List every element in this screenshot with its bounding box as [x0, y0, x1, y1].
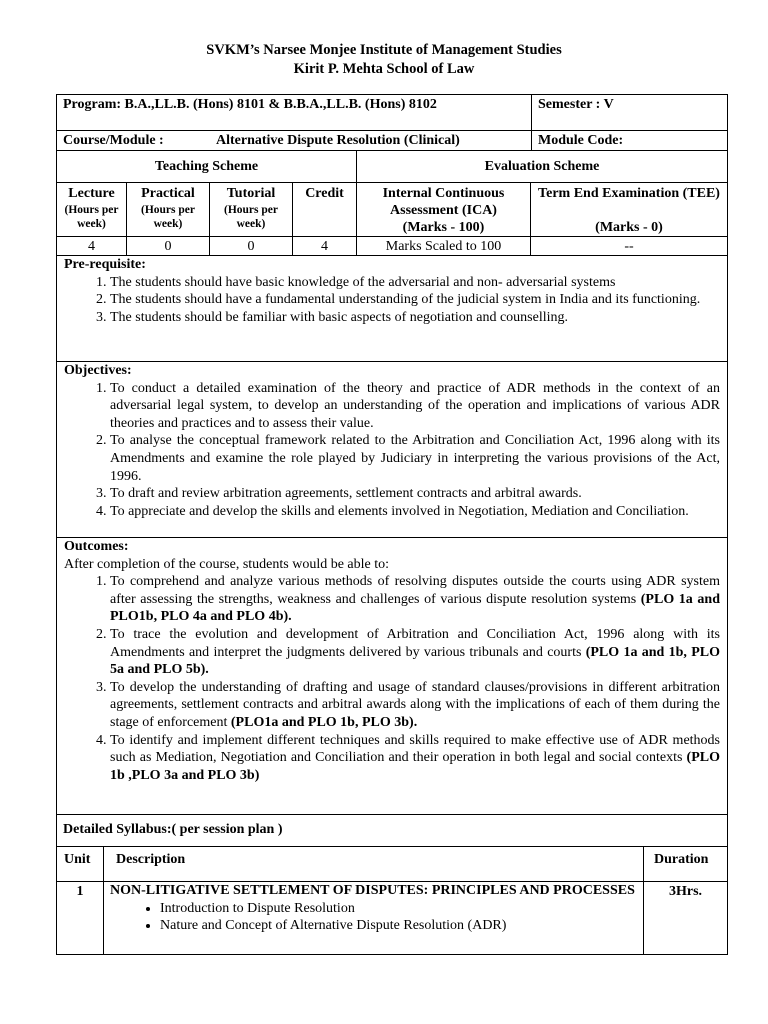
objective-item: 4. To appreciate and develop the skills and elements involved in Negotiation, Mediation and Conciliation.	[110, 503, 720, 521]
outcomes-list	[64, 573, 720, 784]
prerequisite-item: 1. The students should have basic knowledge of the adversarial and non- adversarial systems	[110, 274, 720, 292]
unit-description	[110, 882, 637, 935]
outcome-text: To identify and implement different techniques and skills required to make effective use of ADR methods such as Mediation, Negotiation and Conciliation and their operation in both legal and social contexts	[110, 732, 720, 766]
outcomes-title: Outcomes:	[64, 539, 129, 554]
tutorial-value: 0	[247, 239, 255, 254]
tutorial-sub: (Hours per week)	[224, 204, 278, 230]
tee-marks: (Marks - 0)	[595, 220, 663, 235]
outcome-text: To trace the evolution and development of Arbitration and Conciliation Act, 1996 along with its Amendments and interpret the judgments delivered by various tribunals and courts	[110, 626, 720, 660]
program-text: Program: B.A.,LL.B. (Hons) 8101 & B.B.A.,LL.B. (Hons) 8102	[63, 97, 437, 112]
outcome-text: To comprehend and analyze various methods of resolving disputes outside the courts using ADR system after assessing the strengths, weakness and challenges of various dispute resolution systems	[110, 574, 720, 607]
module-code-label: Module Code:	[538, 133, 624, 148]
ica-marks: (Marks - 100)	[402, 220, 485, 235]
evaluation-scheme-title: Evaluation Scheme	[484, 159, 600, 174]
outcome-item	[110, 679, 720, 732]
outcome-item	[110, 573, 720, 626]
prerequisite-item: 2. The students should have a fundamental understanding of the judicial system in India and its functioning.	[110, 291, 720, 309]
lecture-value: 4	[88, 239, 95, 254]
objective-item: 3. To draft and review arbitration agreements, settlement contracts and arbitral awards.	[110, 485, 720, 503]
objectives-title: Objectives:	[64, 363, 132, 378]
prerequisite-list	[64, 274, 720, 327]
prerequisite-item: 3. The students should be familiar with basic aspects of negotiation and counselling.	[110, 309, 720, 327]
practical-label: Practical	[141, 186, 195, 201]
unit-duration: 3Hrs.	[668, 884, 703, 899]
objectives-list	[64, 380, 720, 521]
outcome-item	[110, 626, 720, 679]
outcome-item	[110, 732, 720, 785]
prerequisite-content	[64, 256, 720, 326]
objectives-content	[64, 362, 720, 520]
credit-value: 4	[321, 239, 328, 254]
lecture-sub: (Hours per week)	[64, 204, 119, 230]
topic-item: • Introduction to Dispute Resolution	[160, 900, 637, 918]
ica-value: Marks Scaled to 100	[385, 239, 502, 254]
outcomes-intro: After completion of the course, students would be able to:	[64, 556, 390, 572]
prerequisite-title: Pre-requisite:	[64, 257, 146, 272]
objective-item: 1. To conduct a detailed examination of the theory and practice of ADR methods in the context of an adversarial legal system, to develop an understanding of the operation and implications of various ADR theories and practices and to assess their value.	[110, 380, 720, 433]
objective-item: 2. To analyse the conceptual framework related to the Arbitration and Conciliation Act, 1996 along with its Amendments and examine the role played by Judiciary in interpreting the various provisions of the Act, 1996.	[110, 432, 720, 485]
tee-value: --	[624, 239, 634, 254]
tee-title: Term End Examination (TEE)	[538, 186, 720, 201]
outcome-plo: (PLO 1a and 1b, PLO 5a and PLO 5b).	[110, 644, 720, 678]
outcome-plo: (PLO 1a and PLO1b, PLO 4a and PLO 4b).	[110, 591, 720, 625]
unit-number: 1	[76, 884, 84, 899]
outcome-plo: (PLO 1b ,PLO 3a and PLO 3b)	[110, 750, 720, 783]
practical-sub: (Hours per week)	[141, 204, 195, 230]
syllabus-title: Detailed Syllabus:( per session plan )	[63, 822, 283, 837]
institute-title: SVKM’s Narsee Monjee Institute of Management Studies	[206, 42, 562, 58]
ica-title: Internal Continuous Assessment (ICA)	[382, 186, 505, 218]
description-header: Description	[116, 852, 186, 867]
school-title: Kirit P. Mehta School of Law	[293, 61, 475, 77]
lecture-label: Lecture	[68, 186, 115, 201]
practical-value: 0	[164, 239, 172, 254]
outcomes-content	[64, 538, 720, 784]
duration-header: Duration	[654, 852, 709, 867]
credit-label: Credit	[305, 186, 344, 201]
teaching-scheme-title: Teaching Scheme	[154, 159, 259, 174]
unit-heading: NON-LITIGATIVE SETTLEMENT OF DISPUTES: PRINCIPLES AND PROCESSES	[110, 883, 635, 898]
unit-topics	[110, 900, 637, 935]
module-name: Alternative Dispute Resolution (Clinical)	[216, 133, 460, 148]
outcome-text: To develop the understanding of drafting and usage of standard clauses/provisions in different arbitration agreements, settlement contracts and arbitral awards along with the implications of each of them during the stage of enforcement	[110, 679, 720, 730]
tutorial-label: Tutorial	[226, 186, 276, 201]
unit-header: Unit	[64, 852, 91, 867]
semester-text: Semester : V	[538, 97, 614, 112]
module-label: Course/Module :	[63, 133, 164, 148]
outcome-plo: (PLO1a and PLO 1b, PLO 3b).	[230, 714, 418, 730]
topic-item: • Nature and Concept of Alternative Dispute Resolution (ADR)	[160, 917, 637, 935]
